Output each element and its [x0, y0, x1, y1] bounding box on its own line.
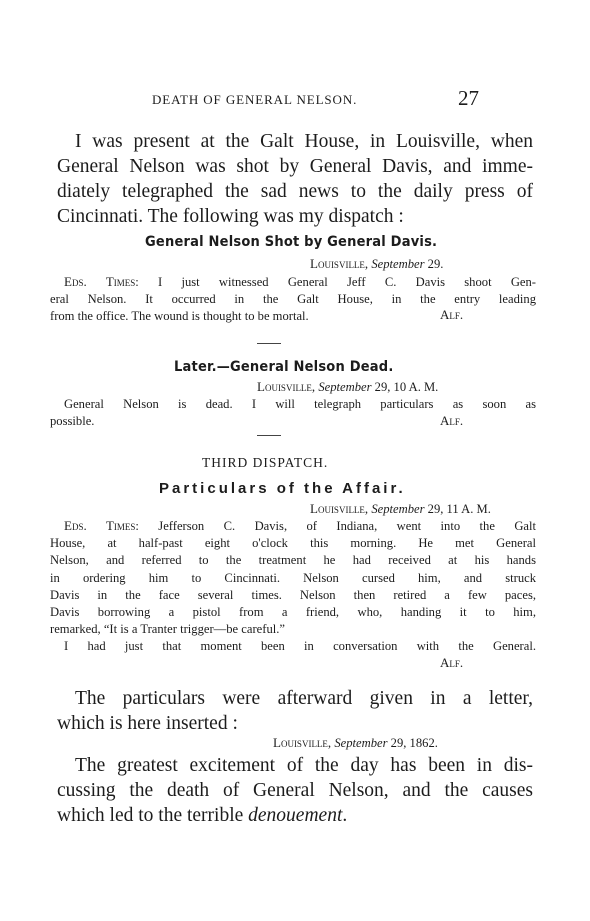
dispatch3-line: Davis borrowing a pistol from a friend, who, handing it to him,: [50, 605, 536, 620]
dispatch2-heading: Later.—General Nelson Dead.: [174, 359, 394, 375]
italic-word: denouement: [248, 805, 343, 826]
dateline-month: September: [318, 380, 372, 394]
dispatch3-dateline: [310, 501, 491, 517]
dispatch1-dateline: [310, 256, 443, 272]
letter-intro-paragraph: [57, 686, 533, 736]
dispatch3-line: Nelson, and referred to the treatment he had received at his hands: [50, 553, 536, 568]
closing-paragraph: [57, 753, 533, 828]
dispatch2-line: possible.: [50, 414, 95, 429]
dispatch1-line: eral Nelson. It occurred in the Galt House, in the entry leading: [50, 292, 536, 307]
intro-line: I was present at the Galt House, in Louisville, when: [75, 131, 533, 152]
dispatch2-dateline: [257, 379, 438, 395]
dateline-month: September: [371, 502, 425, 516]
dispatch3-line: Eds. Times: Jefferson C. Davis, of Indiana, went into the Galt: [64, 518, 536, 533]
dateline-day: 29.: [427, 257, 444, 271]
dateline-place: Louisville,: [257, 379, 316, 394]
intro-line: diately telegraphed the sad news to the daily press of: [57, 181, 533, 202]
salutation: Eds. Times: [64, 274, 136, 289]
dispatch3-line: Davis in the face several times. Nelson then retired a few paces,: [50, 587, 536, 602]
dispatch1-heading: General Nelson Shot by General Davis.: [145, 234, 438, 250]
letter-dateline: [273, 735, 438, 751]
dispatch2-line: General Nelson is dead. I will telegraph particulars as soon as: [64, 397, 536, 411]
dateline-place: Louisville,: [310, 501, 369, 516]
dateline-month: September: [334, 736, 388, 750]
dispatch3-heading: Particulars of the Affair.: [159, 480, 406, 497]
dateline-day: 29, 11 A. M.: [427, 502, 491, 516]
dateline-place: Louisville,: [273, 735, 332, 750]
intro-paragraph: [57, 129, 533, 229]
dispatch3-body: [50, 517, 536, 656]
dispatch3-line: I had just that moment been in conversation with the General.: [64, 639, 536, 654]
intro-line: General Nelson was shot by General Davis, and imme-: [57, 156, 533, 177]
closing-line: The greatest excitement of the day has been in dis-: [75, 755, 533, 776]
section-rule: [257, 435, 281, 436]
closing-line: cussing the death of General Nelson, and the causes: [57, 780, 533, 801]
dispatch1-line: Eds. Times: I just witnessed General Jeff C. Davis shoot Gen-: [64, 274, 536, 289]
running-head: DEATH OF GENERAL NELSON.: [152, 92, 358, 107]
dateline-month: September: [371, 257, 425, 271]
third-dispatch-label: THIRD DISPATCH.: [202, 455, 329, 470]
dateline-day: 29, 1862.: [390, 736, 438, 750]
section-rule: [257, 343, 281, 344]
page-number: 27: [458, 86, 479, 110]
dispatch1-line: from the office. The wound is thought to be mortal.: [50, 309, 309, 324]
letter-intro-line: The particulars were afterward given in a letter,: [75, 688, 533, 709]
dispatch3-line: remarked, “It is a Tranter trigger—be careful.”: [50, 622, 285, 637]
dispatch1-signature: Alf.: [440, 307, 464, 322]
letter-intro-line: which is here inserted :: [57, 713, 238, 734]
salutation: Eds. Times: [64, 518, 136, 533]
dispatch3-line: House, at half-past eight o'clock this morning. He met General: [50, 536, 536, 551]
intro-line: Cincinnati. The following was my dispatch :: [57, 206, 404, 227]
dateline-day: 29, 10 A. M.: [374, 380, 439, 394]
dateline-place: Louisville,: [310, 256, 369, 271]
dispatch2-signature: Alf.: [440, 413, 464, 428]
dispatch3-signature: Alf.: [440, 655, 464, 670]
closing-line: which led to the terrible denouement.: [57, 805, 348, 826]
dispatch3-line: in ordering him to Cincinnati. Nelson cursed him, and struck: [50, 570, 536, 585]
